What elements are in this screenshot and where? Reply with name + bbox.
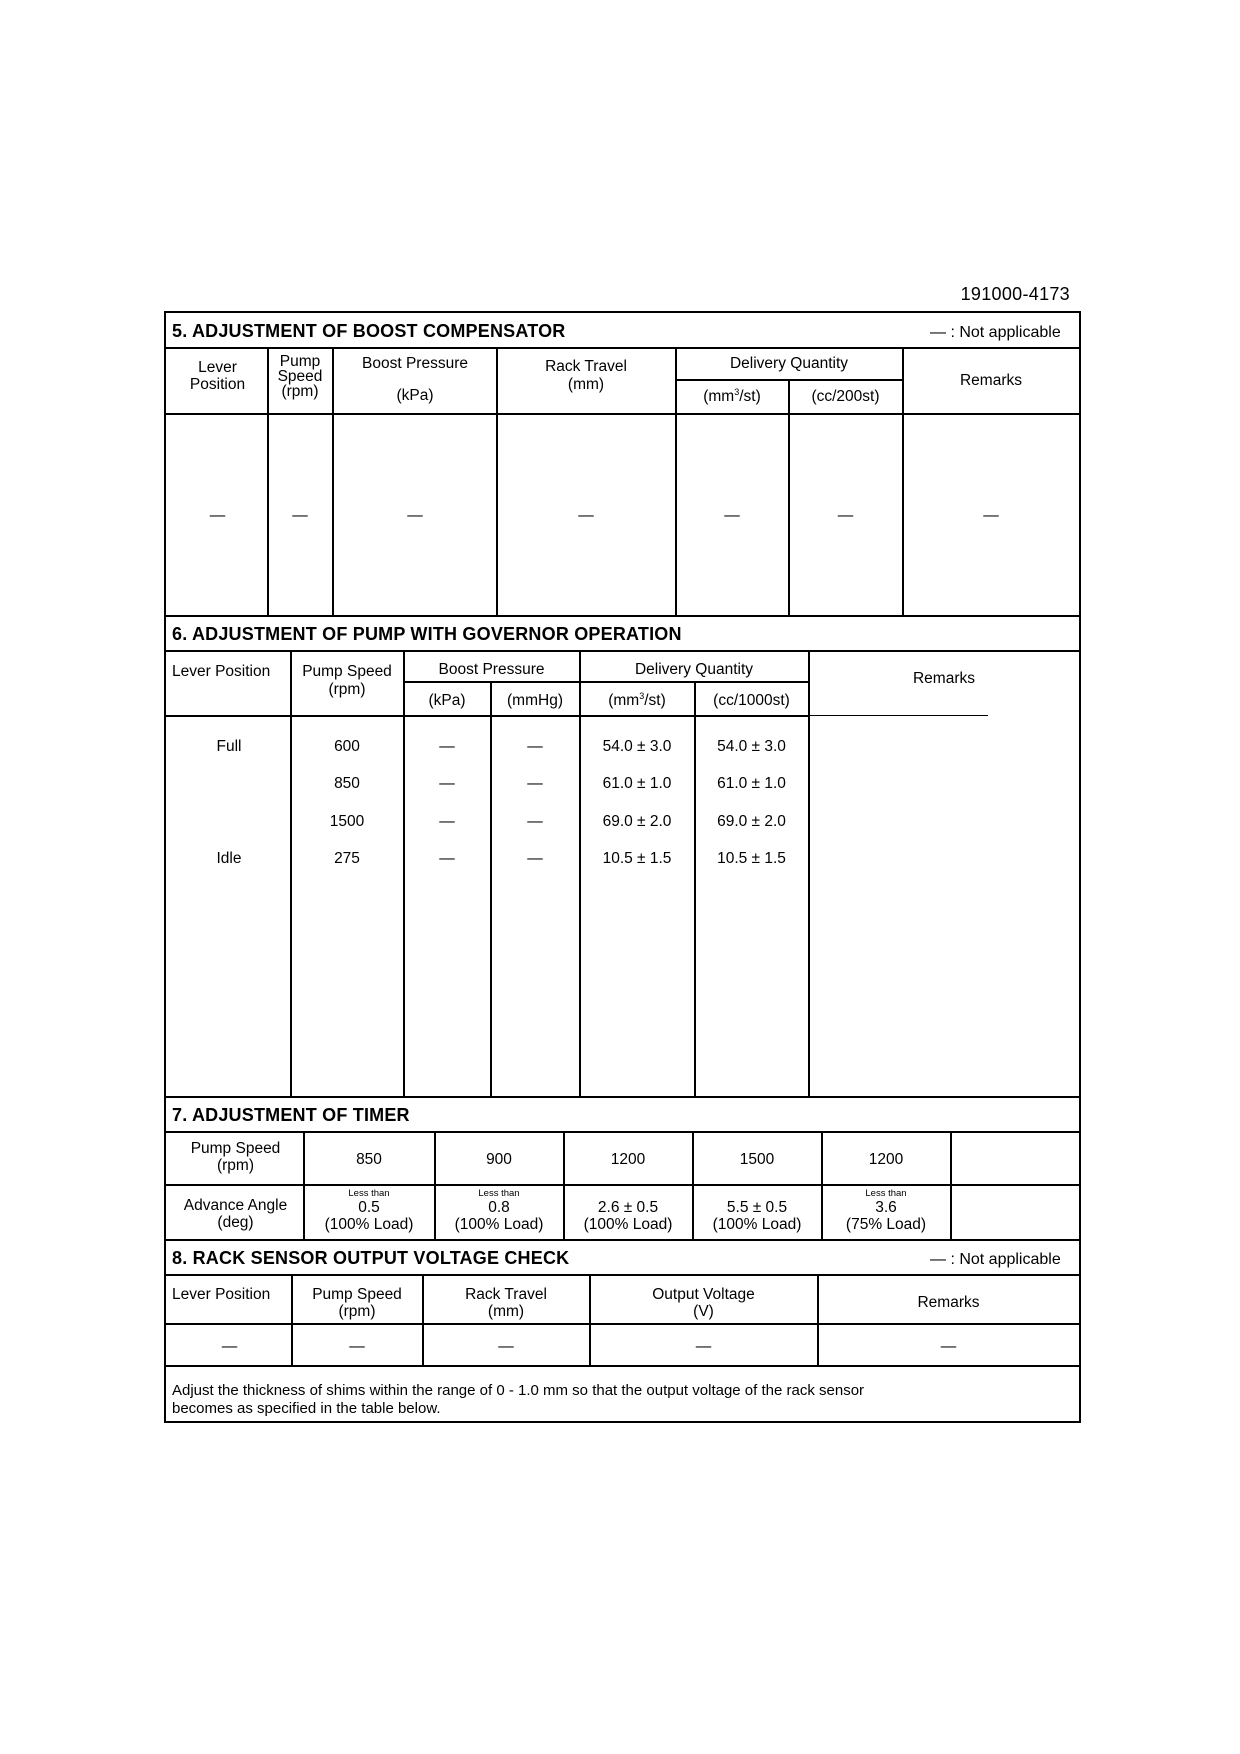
cell-dq-cc: 54.0 ± 3.0 [717,738,786,755]
header-rack-travel: Rack Travel (mm) [465,1286,547,1320]
cell-pump-speed: — [292,507,308,524]
header-pump-speed: Pump Speed (rpm) [277,353,323,400]
header-mmhg: (mmHg) [507,692,563,709]
cell-timer-speed: 1500 [739,1151,775,1168]
cell-advance-angle: Less than 0.8 (100% Load) [454,1188,544,1233]
section-5-title: 5. ADJUSTMENT OF BOOST COMPENSATOR [172,321,566,341]
cell-dq-mm3: 54.0 ± 3.0 [602,738,672,755]
divider [166,1365,1079,1367]
divider [810,715,988,716]
header-remarks: Remarks [917,1294,980,1311]
cell-mmhg: — [527,813,543,830]
cell-lever-position: — [209,507,226,524]
header-remarks: Remarks [959,372,1022,389]
header-pump-speed: Pump Speed (rpm) [312,1286,402,1320]
divider [166,1274,1079,1276]
divider [166,1184,1079,1186]
header-lever-position: Lever Position [189,359,246,393]
section-7-title: 7. ADJUSTMENT OF TIMER [172,1105,410,1125]
header-kpa: (kPa) [428,692,466,709]
header-dq-unit-mm3: $(mm^3/st)$ [608,690,666,709]
cell-kpa: — [439,813,455,830]
section-6-title: 6. ADJUSTMENT OF PUMP WITH GOVERNOR OPERATION [172,624,682,644]
header-boost-pressure-unit: (kPa) [396,387,434,404]
header-rack-travel: Rack Travel [545,358,627,375]
cell-lever-position: Full [216,738,242,755]
cell-kpa: — [439,775,455,792]
cell-dq-mm3: 69.0 ± 2.0 [602,813,672,830]
header-delivery-quantity: Delivery Quantity [729,355,848,372]
cell-pump-speed: 600 [334,738,360,755]
cell-dq-cc: 61.0 ± 1.0 [717,775,786,792]
cell-pump-speed: — [349,1338,365,1355]
divider [675,379,904,381]
header-lever-position: Lever Position [172,1286,271,1303]
cell-advance-angle: 5.5 ± 0.5 (100% Load) [712,1199,802,1233]
divider [403,681,808,683]
header-dq-unit-mm3: $(mm^3/st)$ [703,386,761,405]
cell-dq-cc: 69.0 ± 2.0 [717,813,786,830]
cell-advance-angle: Less than 0.5 (100% Load) [324,1188,414,1233]
cell-advance-angle: 2.6 ± 0.5 (100% Load) [583,1199,673,1233]
cell-mmhg: — [527,738,543,755]
divider [166,1323,1079,1325]
cell-dq-cc: — [837,507,854,524]
header-pump-speed-unit: (rpm) [328,681,366,698]
cell-timer-speed: 1200 [868,1151,904,1168]
cell-output-voltage: — [695,1338,712,1355]
divider [166,1096,1079,1098]
label-pump-speed: Pump Speed (rpm) [190,1140,281,1174]
divider [166,715,808,717]
cell-kpa: — [439,738,455,755]
header-boost-pressure: Boost Pressure [438,661,545,678]
specification-sheet [164,311,1081,1423]
not-applicable-legend: — : Not applicable [930,1251,1061,1268]
cell-remarks: — [983,507,999,524]
cell-pump-speed: 275 [334,850,360,867]
header-dq-unit-cc: (cc/1000st) [713,692,790,709]
document-number: 191000-4173 [960,284,1070,304]
cell-mmhg: — [527,775,543,792]
header-remarks: Remarks [912,670,975,687]
cell-lever-position: Idle [216,850,242,867]
cell-dq-cc: 10.5 ± 1.5 [717,850,786,867]
cell-kpa: — [439,850,455,867]
section-8-title: 8. RACK SENSOR OUTPUT VOLTAGE CHECK [172,1248,570,1268]
cell-dq-mm3: — [724,507,740,524]
header-rack-travel-unit: (mm) [567,376,605,393]
rack-sensor-note: Adjust the thickness of shims within the range of 0 - 1.0 mm so that the output voltage of the rack sensor becomes as specified in the table below. [172,1382,865,1417]
cell-timer-speed: 850 [356,1151,382,1168]
header-boost-pressure: Boost Pressure [362,355,468,372]
divider [166,650,1079,652]
cell-mmhg: — [527,850,543,867]
divider [808,650,810,1096]
not-applicable-legend: — : Not applicable [930,324,1061,341]
cell-timer-speed: 900 [486,1151,512,1168]
cell-rack-travel: — [498,1338,514,1355]
cell-advance-angle: Less than 3.6 (75% Load) [845,1188,927,1233]
cell-rack-travel: — [578,507,594,524]
cell-dq-mm3: 10.5 ± 1.5 [602,850,672,867]
cell-pump-speed: 850 [334,775,360,792]
cell-remarks: — [940,1338,957,1355]
divider [166,413,1079,415]
label-advance-angle: Advance Angle (deg) [183,1197,288,1231]
divider [166,1239,1079,1241]
header-lever-position: Lever Position [172,663,271,680]
header-delivery-quantity: Delivery Quantity [634,661,753,678]
cell-dq-mm3: 61.0 ± 1.0 [602,775,672,792]
header-pump-speed: Pump Speed [302,663,392,680]
cell-boost-pressure: — [407,507,423,524]
cell-timer-speed: 1200 [610,1151,646,1168]
divider [166,615,1079,617]
header-dq-unit-cc: (cc/200st) [811,388,880,405]
divider [166,347,1079,349]
cell-lever-position: — [221,1338,238,1355]
cell-pump-speed: 1500 [329,813,365,830]
header-output-voltage: Output Voltage (V) [652,1286,755,1320]
